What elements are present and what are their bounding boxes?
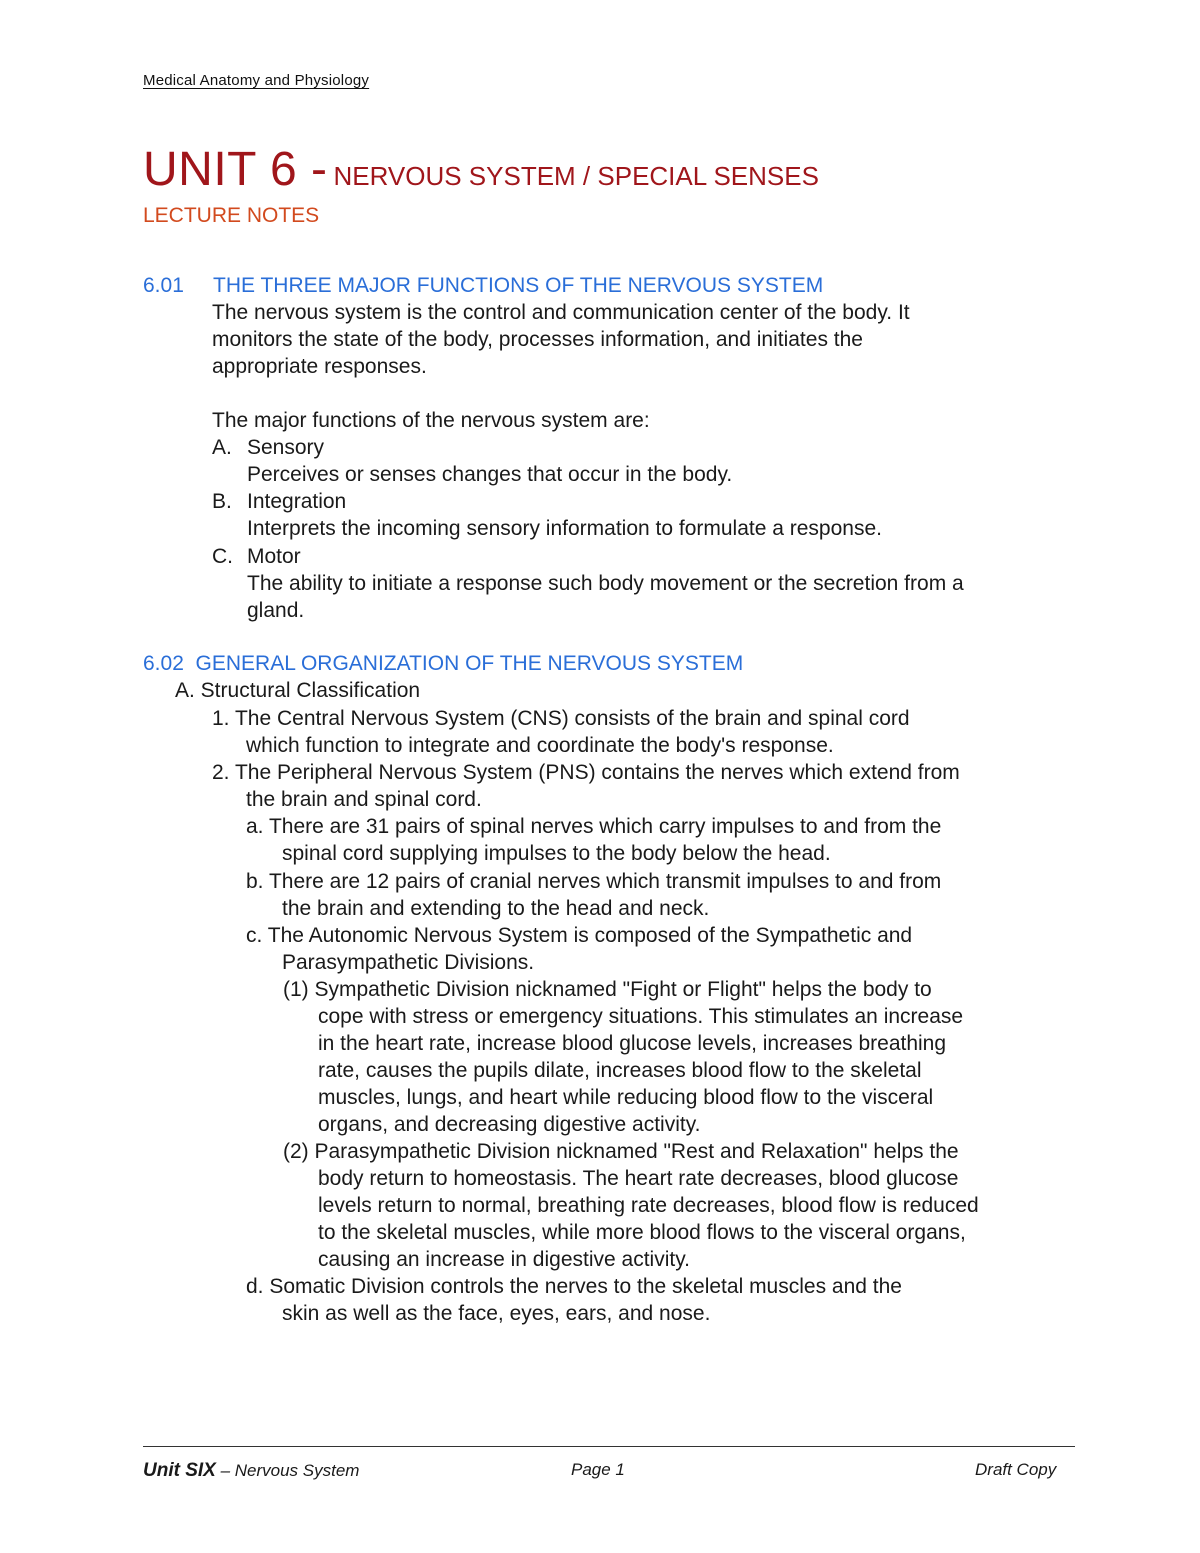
footer-unit-label: Unit SIX (143, 1460, 216, 1481)
section-title: THE THREE MAJOR FUNCTIONS OF THE NERVOUS SYSTEM (213, 274, 824, 297)
outline-line: rate, causes the pupils dilate, increases blood flow to the skeletal (318, 1059, 922, 1082)
list-item-name: Integration (247, 490, 347, 513)
outline-line: body return to homeostasis. The heart rate decreases, blood glucose (318, 1167, 959, 1190)
list-item-desc: gland. (247, 599, 305, 622)
unit-title: UNIT 6 - (143, 143, 328, 196)
list-item-desc: Perceives or senses changes that occur in the body. (247, 463, 733, 486)
section-number: 6.01 (143, 274, 184, 297)
footer-divider (143, 1446, 1075, 1447)
outline-line: cope with stress or emergency situations. This stimulates an increase (318, 1005, 964, 1028)
outline-line: the brain and extending to the head and neck. (282, 897, 710, 920)
footer-unit-topic: – Nervous System (215, 1461, 360, 1480)
section-number: 6.02 (143, 652, 184, 675)
running-header: Medical Anatomy and Physiology (143, 72, 370, 89)
outline-line: the brain and spinal cord. (246, 788, 482, 811)
outline-line: skin as well as the face, eyes, ears, and nose. (282, 1302, 711, 1325)
outline-line: spinal cord supplying impulses to the body below the head. (282, 842, 831, 865)
section-title: GENERAL ORGANIZATION OF THE NERVOUS SYSTEM (195, 652, 744, 675)
outline-line: (1) Sympathetic Division nicknamed "Fight or Flight" helps the body to (283, 978, 932, 1001)
list-item-marker: C. (212, 545, 233, 568)
footer-page-number: Page 1 (571, 1460, 625, 1479)
outline-line: Parasympathetic Divisions. (282, 951, 535, 974)
list-item-name: Motor (247, 545, 301, 568)
list-item-desc: The ability to initiate a response such body movement or the secretion from a (247, 572, 964, 595)
page-subtitle: LECTURE NOTES (143, 204, 320, 227)
outline-line: A. Structural Classification (175, 679, 421, 702)
outline-line: a. There are 31 pairs of spinal nerves which carry impulses to and from the (246, 815, 942, 838)
footer-unit (143, 1460, 359, 1482)
outline-line: b. There are 12 pairs of cranial nerves which transmit impulses to and from (246, 870, 942, 893)
list-item-desc: Interprets the incoming sensory information to formulate a response. (247, 517, 882, 540)
outline-line: organs, and decreasing digestive activity. (318, 1113, 701, 1136)
unit-topic: NERVOUS SYSTEM / SPECIAL SENSES (333, 161, 819, 191)
outline-line: in the heart rate, increase blood glucose levels, increases breathing (318, 1032, 947, 1055)
list-item-marker: A. (212, 436, 232, 459)
outline-line: c. The Autonomic Nervous System is composed of the Sympathetic and (246, 924, 913, 947)
outline-line: levels return to normal, breathing rate decreases, blood flow is reduced (318, 1194, 979, 1217)
outline-line: 1. The Central Nervous System (CNS) consists of the brain and spinal cord (212, 707, 910, 730)
section-heading-6-02 (143, 652, 743, 676)
outline-line: muscles, lungs, and heart while reducing blood flow to the visceral (318, 1086, 934, 1109)
list-item-name: Sensory (247, 436, 325, 459)
paragraph-line: appropriate responses. (212, 355, 427, 378)
outline-line: to the skeletal muscles, while more blood flows to the visceral organs, (318, 1221, 966, 1244)
footer-status: Draft Copy (975, 1460, 1057, 1479)
page-title (143, 142, 819, 197)
outline-line: d. Somatic Division controls the nerves to the skeletal muscles and the (246, 1275, 902, 1298)
paragraph-line: monitors the state of the body, processes information, and initiates the (212, 328, 863, 351)
outline-line: 2. The Peripheral Nervous System (PNS) contains the nerves which extend from (212, 761, 960, 784)
outline-line: (2) Parasympathetic Division nicknamed "Rest and Relaxation" helps the (283, 1140, 959, 1163)
outline-line: which function to integrate and coordinate the body's response. (246, 734, 834, 757)
paragraph-line: The nervous system is the control and communication center of the body. It (212, 301, 910, 324)
outline-line: causing an increase in digestive activity. (318, 1248, 690, 1271)
list-item-marker: B. (212, 490, 232, 513)
functions-lead: The major functions of the nervous system are: (212, 409, 650, 432)
section-heading-6-01 (143, 274, 823, 298)
